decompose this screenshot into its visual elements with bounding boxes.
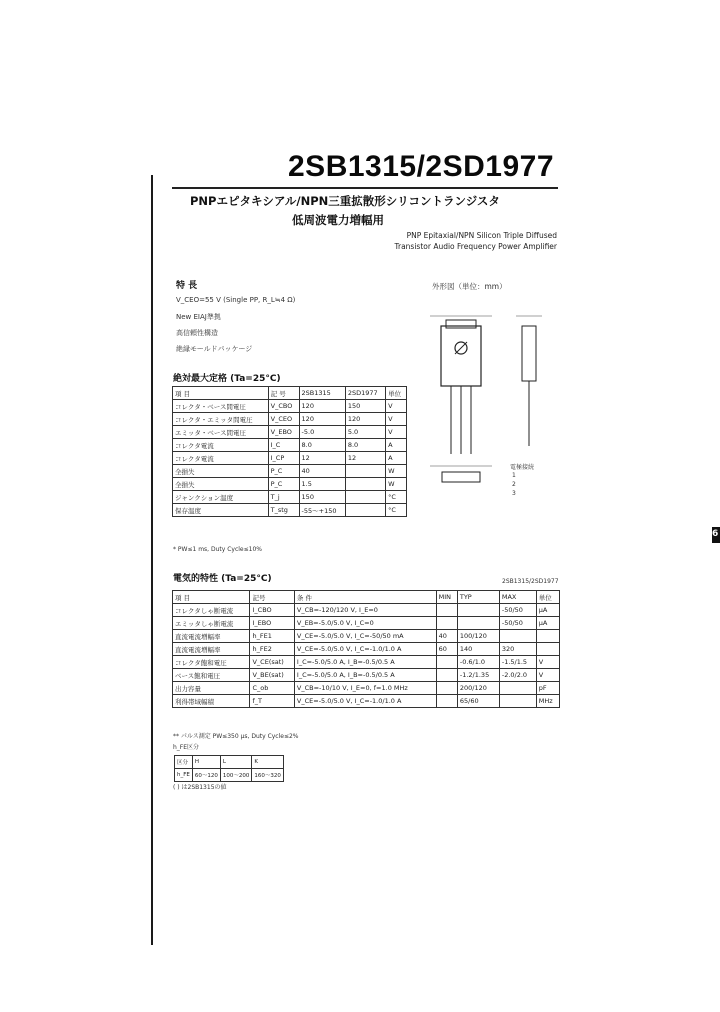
table-cell: 直流電流増幅率 — [173, 643, 250, 656]
table-cell: 40 — [436, 630, 457, 643]
table-row — [173, 426, 407, 439]
elec-note-1: ** パルス測定 PW≤350 μs, Duty Cycle≤2% — [173, 733, 299, 740]
table-cell: V — [536, 669, 559, 682]
table-cell — [345, 465, 385, 478]
table-cell: V_CB=-120/120 V, I_E=0 — [294, 604, 436, 617]
col-header: 2SD1977 — [345, 387, 385, 400]
table-row — [173, 695, 560, 708]
table-cell: -2.0/2.0 — [499, 669, 536, 682]
table-row — [173, 617, 560, 630]
table-cell: P_C — [268, 465, 299, 478]
table-cell — [436, 669, 457, 682]
table-cell: エミッタしゃ断電流 — [173, 617, 250, 630]
table-cell: 直流電流増幅率 — [173, 630, 250, 643]
feature-item: New EIAJ準拠 — [176, 313, 221, 321]
table-cell — [436, 682, 457, 695]
table-cell: h_FE2 — [250, 643, 294, 656]
pin-label: 1 — [512, 472, 516, 479]
table-cell: コレクタ電流 — [173, 439, 269, 452]
table-cell: A — [386, 452, 407, 465]
pin-label: 2 — [512, 481, 516, 488]
jp-subtitle: PNPエピタキシアル/NPN三重拡散形シリコントランジスタ — [190, 194, 500, 208]
table-cell: 200/120 — [457, 682, 499, 695]
pin-label: 3 — [512, 490, 516, 497]
table-cell: μA — [536, 617, 559, 630]
table-row — [173, 604, 560, 617]
table-row — [173, 504, 407, 517]
col-header: 区分 — [175, 756, 193, 769]
table-cell: V_EBO — [268, 426, 299, 439]
table-row — [173, 682, 560, 695]
package-outline-drawing — [410, 296, 570, 496]
table-cell: I_CBO — [250, 604, 294, 617]
table-row — [173, 630, 560, 643]
elec-table — [172, 590, 560, 708]
table-cell: -1.5/1.5 — [499, 656, 536, 669]
table-cell: ジャンクション温度 — [173, 491, 269, 504]
table-row — [173, 439, 407, 452]
outline-heading: 外形図（単位：mm） — [432, 282, 507, 291]
table-cell: V_EB=-5.0/5.0 V, I_C=0 — [294, 617, 436, 630]
col-header: 単位 — [386, 387, 407, 400]
table-cell: °C — [386, 491, 407, 504]
table-cell: 5.0 — [345, 426, 385, 439]
jp-subtitle-2: 低周波電力増幅用 — [292, 213, 384, 227]
table-cell: -0.6/1.0 — [457, 656, 499, 669]
page-title: 2SB1315/2SD1977 — [288, 150, 555, 183]
table-cell: ベース飽和電圧 — [173, 669, 250, 682]
table-cell: 出力容量 — [173, 682, 250, 695]
table-cell: 60～120 — [192, 769, 220, 782]
outline-legend: 電極接続 — [510, 464, 535, 471]
table-cell: 利得帯域幅積 — [173, 695, 250, 708]
table-cell: 160～320 — [252, 769, 284, 782]
table-row — [173, 478, 407, 491]
table-cell — [436, 695, 457, 708]
table-cell: I_CP — [268, 452, 299, 465]
table-cell — [499, 630, 536, 643]
table-header-row — [173, 387, 407, 400]
table-cell: 12 — [345, 452, 385, 465]
table-cell: V — [386, 400, 407, 413]
elec-part-label: 2SB1315/2SD1977 — [502, 578, 559, 585]
table-cell: °C — [386, 504, 407, 517]
table-cell: コレクタ電流 — [173, 452, 269, 465]
col-header: H — [192, 756, 220, 769]
table-cell: コレクタ・エミッタ間電圧 — [173, 413, 269, 426]
table-row — [173, 465, 407, 478]
table-cell: コレクタ・ベース間電圧 — [173, 400, 269, 413]
rank-table — [174, 755, 284, 782]
table-cell — [536, 643, 559, 656]
table-cell: I_C=-5.0/5.0 A, I_B=-0.5/0.5 A — [294, 656, 436, 669]
table-row — [173, 656, 560, 669]
left-margin-line — [151, 175, 153, 945]
en-subtitle-2: Transistor Audio Frequency Power Amplifier — [394, 242, 557, 251]
col-header: 2SB1315 — [299, 387, 345, 400]
table-cell — [345, 478, 385, 491]
features-heading: 特 長 — [176, 281, 198, 291]
table-cell: V_CEO — [268, 413, 299, 426]
table-cell: A — [386, 439, 407, 452]
table-cell: h_FE1 — [250, 630, 294, 643]
table-cell: 150 — [345, 400, 385, 413]
feature-item: 高信頼性構造 — [176, 329, 218, 337]
table-cell: pF — [536, 682, 559, 695]
col-header: 項 目 — [173, 387, 269, 400]
table-cell: コレクタ飽和電圧 — [173, 656, 250, 669]
table-cell: V — [536, 656, 559, 669]
table-cell: V_BE(sat) — [250, 669, 294, 682]
table-row — [175, 769, 284, 782]
abs-max-table — [172, 386, 407, 517]
table-cell: 8.0 — [345, 439, 385, 452]
table-cell: 12 — [299, 452, 345, 465]
table-cell: -50/50 — [499, 604, 536, 617]
table-cell: 65/60 — [457, 695, 499, 708]
table-cell: V — [386, 413, 407, 426]
table-cell: V_CE=-5.0/5.0 V, I_C=-1.0/1.0 A — [294, 695, 436, 708]
table-cell — [436, 656, 457, 669]
table-row — [173, 452, 407, 465]
table-cell: V_CBO — [268, 400, 299, 413]
table-cell: V_CE(sat) — [250, 656, 294, 669]
abs-max-note: * PW≤1 ms, Duty Cycle≤10% — [173, 546, 262, 553]
col-header: TYP — [457, 591, 499, 604]
table-cell: V_CE=-5.0/5.0 V, I_C=-50/50 mA — [294, 630, 436, 643]
table-row — [173, 491, 407, 504]
table-cell: W — [386, 465, 407, 478]
table-cell — [499, 682, 536, 695]
section-index-tab — [712, 527, 720, 543]
table-cell: P_C — [268, 478, 299, 491]
table-header-row — [173, 591, 560, 604]
feature-item: 絶縁モールドパッケージ — [176, 345, 253, 353]
rank-label: h_FE区分 — [173, 744, 200, 751]
title-rule — [172, 187, 558, 189]
table-cell — [345, 504, 385, 517]
table-cell — [457, 604, 499, 617]
table-row — [173, 400, 407, 413]
abs-max-heading: 絶対最大定格 (Ta=25°C) — [173, 374, 281, 384]
table-cell: 全損失 — [173, 478, 269, 491]
col-header: 条 件 — [294, 591, 436, 604]
table-cell: V_CE=-5.0/5.0 V, I_C=-1.0/1.0 A — [294, 643, 436, 656]
elec-heading: 電気的特性 (Ta=25°C) — [173, 574, 272, 584]
table-cell: 120 — [299, 413, 345, 426]
col-header: 記号 — [250, 591, 294, 604]
table-cell — [436, 617, 457, 630]
table-cell: 40 — [299, 465, 345, 478]
table-cell: 全損失 — [173, 465, 269, 478]
col-header: 項 目 — [173, 591, 250, 604]
en-subtitle-1: PNP Epitaxial/NPN Silicon Triple Diffused — [406, 231, 557, 240]
table-cell: 8.0 — [299, 439, 345, 452]
table-cell: 100～200 — [220, 769, 252, 782]
col-header: MIN — [436, 591, 457, 604]
table-cell: 1.5 — [299, 478, 345, 491]
table-cell: f_T — [250, 695, 294, 708]
table-cell: T_stg — [268, 504, 299, 517]
table-row — [173, 643, 560, 656]
table-cell: V — [386, 426, 407, 439]
table-cell: 150 — [299, 491, 345, 504]
table-cell: 60 — [436, 643, 457, 656]
table-cell: 120 — [299, 400, 345, 413]
table-cell: -1.2/1.35 — [457, 669, 499, 682]
col-header: K — [252, 756, 284, 769]
table-cell: 140 — [457, 643, 499, 656]
table-cell: 100/120 — [457, 630, 499, 643]
table-cell — [536, 630, 559, 643]
table-cell: V_CB=-10/10 V, I_E=0, f=1.0 MHz — [294, 682, 436, 695]
table-header-row — [175, 756, 284, 769]
table-cell — [499, 695, 536, 708]
table-cell: エミッタ・ベース間電圧 — [173, 426, 269, 439]
table-cell: 120 — [345, 413, 385, 426]
table-cell: MHz — [536, 695, 559, 708]
table-cell — [436, 604, 457, 617]
table-cell: -5.0 — [299, 426, 345, 439]
table-cell: コレクタしゃ断電流 — [173, 604, 250, 617]
table-cell: T_j — [268, 491, 299, 504]
table-cell — [457, 617, 499, 630]
col-header: 記 号 — [268, 387, 299, 400]
table-cell: 320 — [499, 643, 536, 656]
table-cell: I_EBO — [250, 617, 294, 630]
table-cell: 保存温度 — [173, 504, 269, 517]
col-header: MAX — [499, 591, 536, 604]
table-cell: -55～+150 — [299, 504, 345, 517]
table-cell: h_FE — [175, 769, 193, 782]
col-header: L — [220, 756, 252, 769]
elec-note-2: ( ) は2SB1315の値 — [173, 784, 227, 791]
table-row — [173, 413, 407, 426]
feature-item: V_CEO=55 V (Single PP, R_L≒4 Ω) — [176, 296, 296, 304]
table-cell: μA — [536, 604, 559, 617]
section-index-number: 6 — [712, 529, 719, 539]
table-cell: -50/50 — [499, 617, 536, 630]
table-cell — [345, 491, 385, 504]
table-cell: W — [386, 478, 407, 491]
col-header: 単位 — [536, 591, 559, 604]
table-cell: I_C — [268, 439, 299, 452]
table-cell: C_ob — [250, 682, 294, 695]
table-row — [173, 669, 560, 682]
table-cell: I_C=-5.0/5.0 A, I_B=-0.5/0.5 A — [294, 669, 436, 682]
